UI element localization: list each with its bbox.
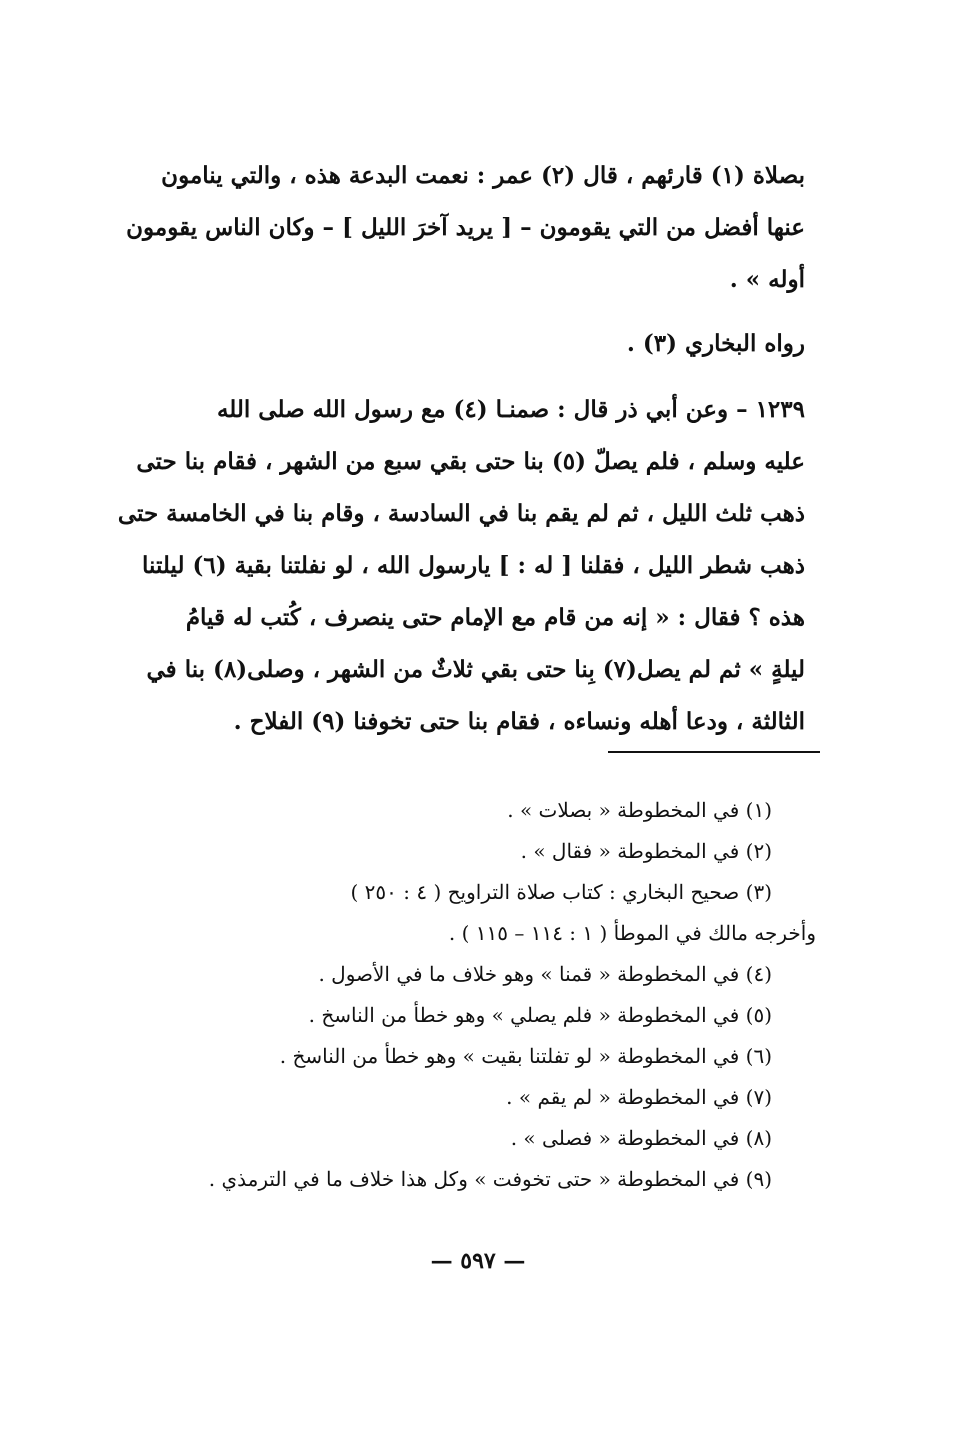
text-line: الثالثة ، ودعا أهله ونساءه ، فقام بنا حتى تخوفنا (٩) الفلاح . <box>233 708 805 735</box>
text-line: ١٢٣٩ – وعن أبي ذر قال : صمنـا (٤) مع رسول الله صلى الله <box>216 396 805 423</box>
footnote-9: (٩) في المخطوطة « حتى تخوفت » وكل هذا خلاف ما في الترمذي . <box>208 1167 772 1191</box>
footnote-divider <box>608 751 820 753</box>
footnotes <box>160 790 816 1200</box>
footnote-6: (٦) في المخطوطة « لو تفلتنا بقيت » وهو خطأ من الناسخ . <box>279 1044 772 1068</box>
hadith-1239 <box>117 384 805 748</box>
text-line: ليلةٍ » ثم لم يصل(٧) بِنا حتى بقي ثلاثٌ من الشهر ، وصلى(٨) بنا في <box>146 656 805 683</box>
text-line: ذهب ثلث الليل ، ثم لم يقم بنا في السادسة ، وقام بنا في الخامسة حتى <box>117 500 805 527</box>
footnote-4: (٤) في المخطوطة « قمنا » وهو خلاف ما في الأصول . <box>318 962 772 986</box>
text-line: بصلاة (١) قارئهم ، قال (٢) عمر : نعمت البدعة هذه ، والتي ينامون <box>161 162 805 189</box>
footnote-8: (٨) في المخطوطة « فصلى » . <box>510 1126 772 1150</box>
footnote-2: (٢) في المخطوطة « فقال » . <box>520 839 772 863</box>
page-number: — ٥٩٧ — <box>430 1248 526 1274</box>
attribution-line: رواه البخاري (٣) . <box>626 330 805 357</box>
text-line: هذه ؟ فقال : « إنه من قام مع الإمام حتى ينصرف ، كُتب له قيامُ <box>185 604 805 631</box>
footnote-1: (١) في المخطوطة « بصلات » . <box>507 798 772 822</box>
text-line: عنها أفضل من التي يقومون – [ يريد آخرَ الليل ] – وكان الناس يقومون <box>126 214 805 241</box>
text-line: ذهب شطر الليل ، فقلنا [ له : ] يارسول الله ، لو نفلتنا بقية (٦) ليلتنا <box>142 552 805 579</box>
footnote-7: (٧) في المخطوطة « لم يقم » . <box>506 1085 772 1109</box>
text-line: أوله » . <box>729 266 805 293</box>
attribution <box>160 318 805 370</box>
footnote-5: (٥) في المخطوطة « فلم يصلي » وهو خطأ من الناسخ . <box>308 1003 772 1027</box>
paragraph-continuation <box>126 150 805 306</box>
footnote-3-continuation: وأخرجه مالك في الموطأ ( ١ : ١١٤ – ١١٥ ) . <box>448 921 816 945</box>
footnote-3: (٣) صحيح البخاري : كتاب صلاة التراويح ( ٤ : ٢٥٠ ) <box>350 880 772 904</box>
text-line: عليه وسلم ، فلم يصلّ (٥) بنا حتى بقي سبع من الشهر ، فقام بنا حتى <box>136 448 805 475</box>
